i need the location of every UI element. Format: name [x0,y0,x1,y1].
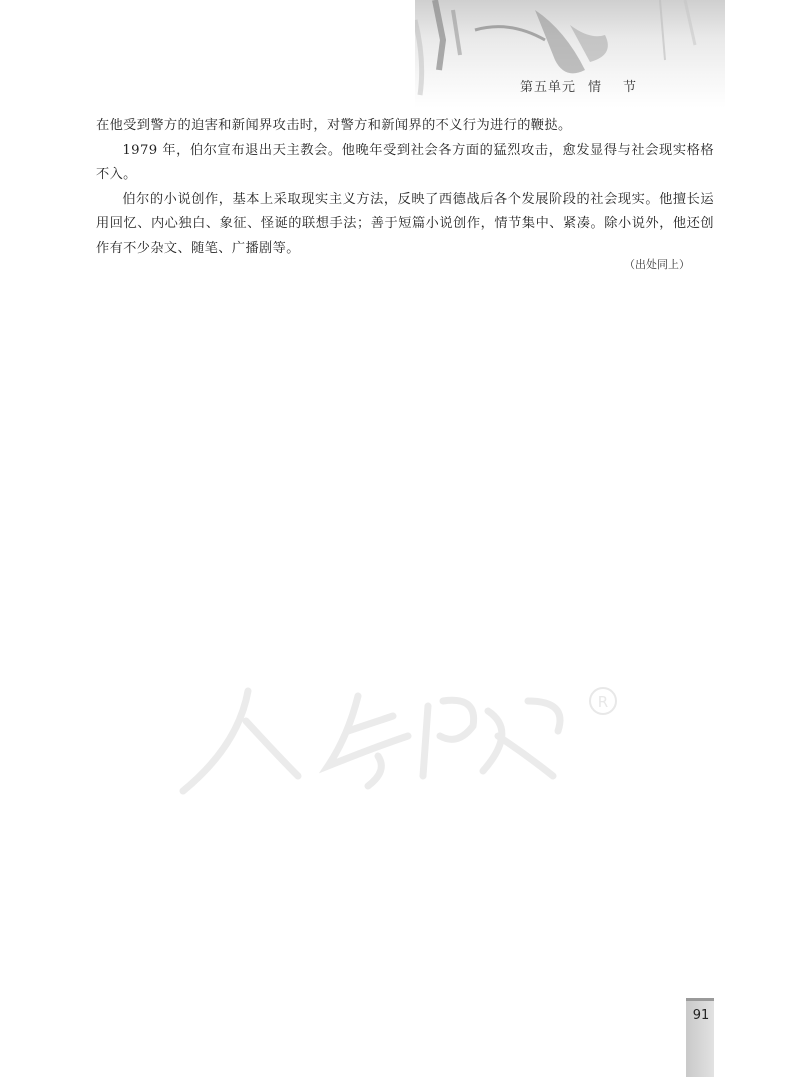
paragraph: 伯尔的小说创作，基本上采取现实主义方法，反映了西德战后各个发展阶段的社会现实。他擅长运用回忆、内心独白、象征、怪诞的联想手法；善于短篇小说创作，情节集中、紧凑。除小说外，他还创作有不少杂文、随笔、广播剧等。 [96,191,714,256]
svg-text:R: R [597,693,609,711]
page-number: 91 [692,1008,710,1023]
body-text [96,114,714,261]
source-note: （出处同上） [624,258,690,271]
publisher-watermark-icon [178,676,638,806]
unit-number: 第五单元 [520,80,577,95]
paragraph: 1979 年，伯尔宣布退出天主教会。他晚年受到社会各方面的猛烈攻击，愈发显得与社会现实格格不入。 [96,142,714,182]
paragraph: 在他受到警方的迫害和新闻界攻击时，对警方和新闻界的不义行为进行的鞭挞。 [96,118,572,133]
unit-header [520,76,658,95]
unit-title: 情节 [588,80,659,95]
